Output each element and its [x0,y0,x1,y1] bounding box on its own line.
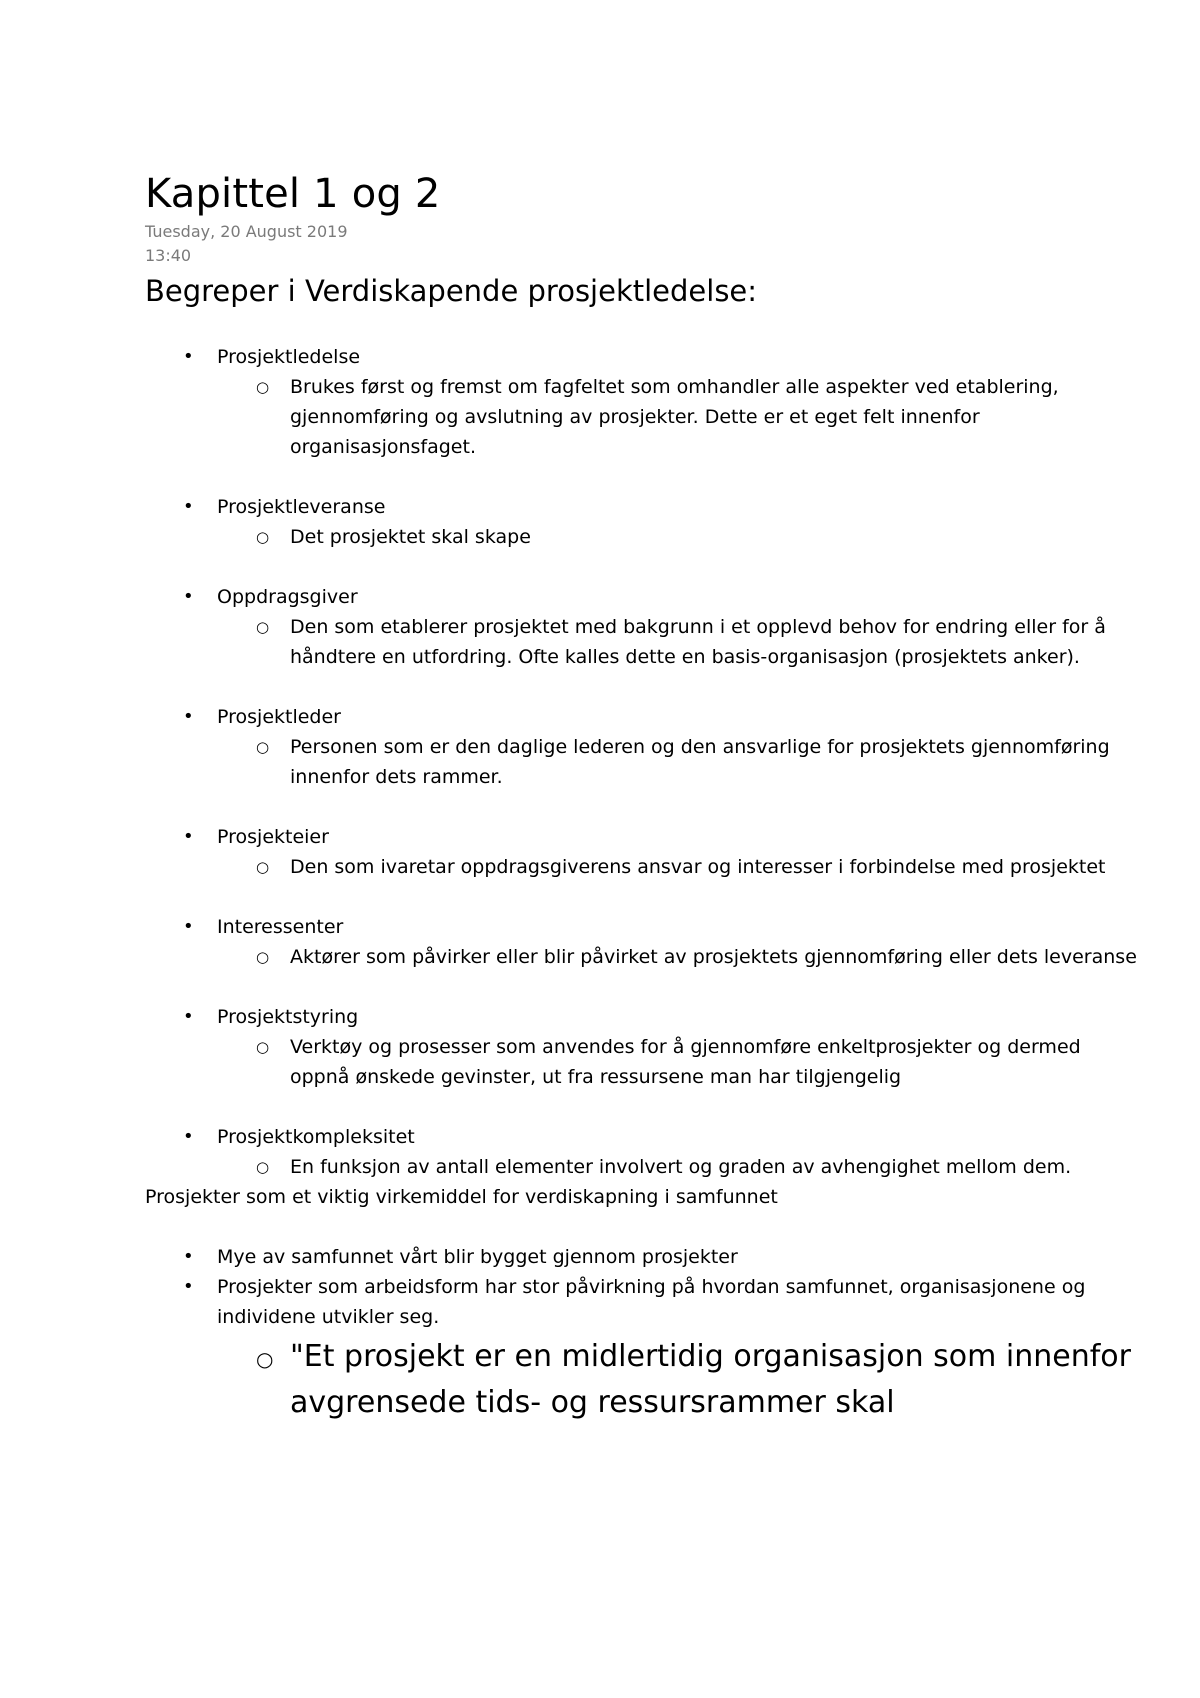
circle-bullet-icon: ○ [256,528,270,546]
term-definition: Personen som er den daglige lederen og den ansvarlige for prosjektets gjennomføring innenfor dets rammer. [290,736,1110,788]
note-time: 13:40 [145,246,192,265]
term-label: Interessenter [217,916,344,938]
bullet-list [145,1242,1145,1332]
circle-bullet-icon: ○ [256,378,270,396]
term-label: Prosjektstyring [217,1006,359,1028]
bullet-text: Mye av samfunnet vårt blir bygget gjennom prosjekter [217,1246,738,1268]
list-item [145,1272,1145,1332]
note-page [145,170,1145,1426]
terms-list [145,342,1145,1182]
term-item [145,492,1145,552]
term-definition: Brukes først og fremst om fagfeltet som omhandler alle aspekter ved etablering, gjennomføring og avslutning av prosjekter. Dette er et eget felt innenfor organisasjonsfaget. [290,376,1059,458]
term-item [145,822,1145,882]
term-item [145,1122,1145,1182]
term-definition: Den som etablerer prosjektet med bakgrunn i et opplevd behov for endring eller for å håndtere en utfordring. Ofte kalles dette en basis-organisasjon (prosjektets anker). [290,616,1106,668]
term-label: Prosjektleveranse [217,496,386,518]
circle-bullet-icon: ○ [256,948,270,966]
circle-bullet-icon: ○ [256,1038,270,1056]
section-paragraph: Prosjekter som et viktig virkemiddel for verdiskapning i samfunnet [145,1186,778,1208]
term-label: Prosjektleder [217,706,341,728]
bullet-text: Prosjekter som arbeidsform har stor påvirkning på hvordan samfunnet, organisasjonene og individene utvikler seg. [217,1276,1086,1328]
term-definition: Aktører som påvirker eller blir påvirket av prosjektets gjennomføring eller dets leveranse [290,946,1137,968]
bullet-icon: • [183,1246,194,1267]
circle-bullet-icon: ○ [256,858,270,876]
bullet-icon: • [183,586,194,607]
bullet-icon: • [183,826,194,847]
term-label: Prosjekteier [217,826,329,848]
bullet-icon: • [183,1276,194,1297]
bullet-icon: • [183,346,194,367]
bullet-icon: • [183,1126,194,1147]
circle-bullet-icon: ○ [256,1158,270,1176]
bullet-icon: • [183,496,194,517]
term-label: Oppdragsgiver [217,586,358,608]
section-heading: Begreper i Verdiskapende prosjektledelse: [145,274,758,308]
bullet-icon: • [183,706,194,727]
circle-bullet-icon: ○ [256,618,270,636]
list-item [145,1242,1145,1272]
quote-item [145,1334,1190,1426]
quote-text: "Et prosjekt er en midlertidig organisasjon som innenfor avgrensede tids- og ressursrammer skal [290,1339,1131,1420]
term-item [145,1002,1145,1092]
term-definition: En funksjon av antall elementer involvert og graden av avhengighet mellom dem. [290,1156,1072,1178]
bullet-icon: • [183,1006,194,1027]
bullet-icon: • [183,916,194,937]
term-definition: Den som ivaretar oppdragsgiverens ansvar og interesser i forbindelse med prosjektet [290,856,1106,878]
term-item [145,702,1145,792]
term-item [145,912,1145,972]
term-label: Prosjektkompleksitet [217,1126,415,1148]
note-date: Tuesday, 20 August 2019 [145,222,348,241]
circle-bullet-icon: ○ [256,1347,274,1371]
term-definition: Verktøy og prosesser som anvendes for å gjennomføre enkeltprosjekter og dermed oppnå ønskede gevinster, ut fra ressursene man har tilgjengelig [290,1036,1081,1088]
term-item [145,582,1145,672]
term-label: Prosjektledelse [217,346,361,368]
term-definition: Det prosjektet skal skape [290,526,531,548]
page-title: Kapittel 1 og 2 [145,171,441,217]
circle-bullet-icon: ○ [256,738,270,756]
term-item [145,342,1145,462]
